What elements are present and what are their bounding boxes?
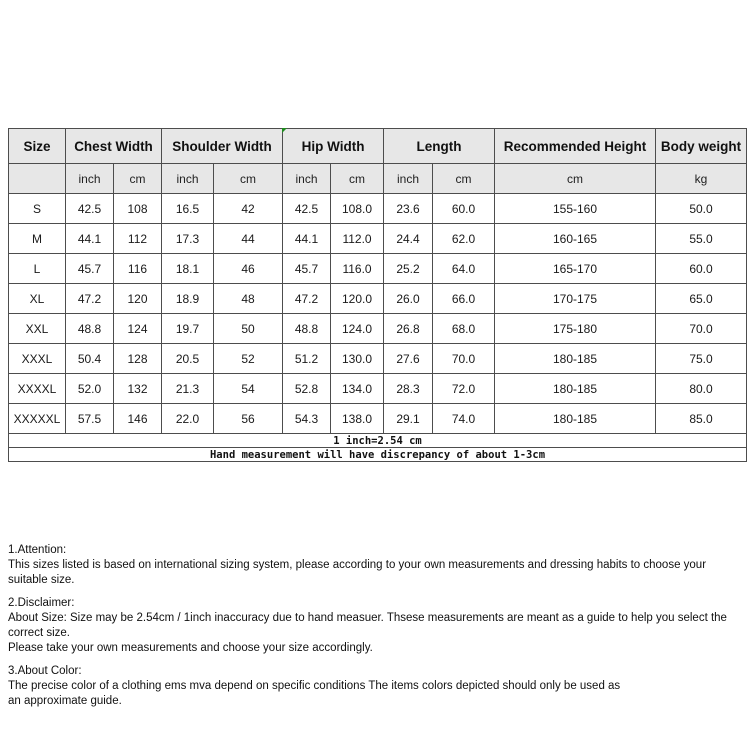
value-cell: 47.2 xyxy=(283,284,331,314)
value-cell: 56 xyxy=(214,404,283,434)
value-cell: 120 xyxy=(114,284,162,314)
value-cell: 45.7 xyxy=(66,254,114,284)
value-cell: 51.2 xyxy=(283,344,331,374)
footnote-row xyxy=(9,434,747,448)
value-cell: 165-170 xyxy=(495,254,656,284)
value-cell: 52 xyxy=(214,344,283,374)
note-attention xyxy=(8,543,744,588)
value-cell: 66.0 xyxy=(433,284,495,314)
value-cell: 42 xyxy=(214,194,283,224)
value-cell: 108 xyxy=(114,194,162,224)
value-cell: 74.0 xyxy=(433,404,495,434)
value-cell: 85.0 xyxy=(656,404,747,434)
value-cell: 42.5 xyxy=(66,194,114,224)
value-cell: 21.3 xyxy=(162,374,214,404)
unit-cell: cm xyxy=(433,164,495,194)
size-label-cell: XXXL xyxy=(9,344,66,374)
value-cell: 55.0 xyxy=(656,224,747,254)
value-cell: 70.0 xyxy=(656,314,747,344)
size-label-cell: L xyxy=(9,254,66,284)
value-cell: 112 xyxy=(114,224,162,254)
header-chest-width: Chest Width xyxy=(66,129,162,164)
value-cell: 180-185 xyxy=(495,404,656,434)
table-row xyxy=(9,314,747,344)
unit-cell: inch xyxy=(283,164,331,194)
value-cell: 52.0 xyxy=(66,374,114,404)
value-cell: 52.8 xyxy=(283,374,331,404)
value-cell: 128 xyxy=(114,344,162,374)
unit-cell: inch xyxy=(384,164,433,194)
size-label-cell: XL xyxy=(9,284,66,314)
value-cell: 75.0 xyxy=(656,344,747,374)
value-cell: 60.0 xyxy=(433,194,495,224)
value-cell: 160-165 xyxy=(495,224,656,254)
table-row xyxy=(9,344,747,374)
note-heading: 1.Attention: xyxy=(8,544,67,556)
note-line: The precise color of a clothing ems mva depend on specific conditions The items colors depicted should only be used as xyxy=(8,680,621,692)
unit-cell: kg xyxy=(656,164,747,194)
value-cell: 138.0 xyxy=(331,404,384,434)
size-label-cell: XXXXXL xyxy=(9,404,66,434)
value-cell: 180-185 xyxy=(495,374,656,404)
note-heading: 2.Disclaimer: xyxy=(8,597,75,609)
unit-cell: inch xyxy=(162,164,214,194)
header-recommended-height: Recommended Height xyxy=(495,129,656,164)
note-heading: 3.About Color: xyxy=(8,665,82,677)
value-cell: 124 xyxy=(114,314,162,344)
value-cell: 65.0 xyxy=(656,284,747,314)
value-cell: 17.3 xyxy=(162,224,214,254)
value-cell: 112.0 xyxy=(331,224,384,254)
header-body-weight: Body weight xyxy=(656,129,747,164)
value-cell: 46 xyxy=(214,254,283,284)
value-cell: 20.5 xyxy=(162,344,214,374)
value-cell: 62.0 xyxy=(433,224,495,254)
notes-section xyxy=(8,543,744,717)
value-cell: 23.6 xyxy=(384,194,433,224)
value-cell: 124.0 xyxy=(331,314,384,344)
cell-corner-marker xyxy=(282,128,287,133)
note-about-color xyxy=(8,664,744,709)
value-cell: 22.0 xyxy=(162,404,214,434)
note-disclaimer xyxy=(8,596,744,656)
note-line: About Size: Size may be 2.54cm / 1inch inaccuracy due to hand measuer. Thsese measurements are meant as a guide to help you select the correct size. xyxy=(8,612,727,639)
note-line: This sizes listed is based on international sizing system, please according to your own measurements and dressing habits to choose your suitable size. xyxy=(8,559,707,586)
header-row xyxy=(9,129,747,164)
value-cell: 42.5 xyxy=(283,194,331,224)
value-cell: 16.5 xyxy=(162,194,214,224)
header-shoulder-width: Shoulder Width xyxy=(162,129,283,164)
value-cell: 64.0 xyxy=(433,254,495,284)
size-label-cell: M xyxy=(9,224,66,254)
footnote-inch-conversion: 1 inch=2.54 cm xyxy=(9,434,747,448)
footnote-hand-measurement: Hand measurement will have discrepancy of about 1-3cm xyxy=(9,448,747,462)
value-cell: 68.0 xyxy=(433,314,495,344)
value-cell: 180-185 xyxy=(495,344,656,374)
value-cell: 170-175 xyxy=(495,284,656,314)
size-label-cell: XXXXL xyxy=(9,374,66,404)
value-cell: 48.8 xyxy=(66,314,114,344)
value-cell: 45.7 xyxy=(283,254,331,284)
value-cell: 60.0 xyxy=(656,254,747,284)
table-row xyxy=(9,284,747,314)
size-chart-table xyxy=(8,128,747,462)
value-cell: 26.0 xyxy=(384,284,433,314)
header-length: Length xyxy=(384,129,495,164)
size-label-cell: S xyxy=(9,194,66,224)
unit-cell: inch xyxy=(66,164,114,194)
value-cell: 25.2 xyxy=(384,254,433,284)
units-row xyxy=(9,164,747,194)
value-cell: 48.8 xyxy=(283,314,331,344)
table-row xyxy=(9,224,747,254)
header-hip-width: Hip Width xyxy=(283,129,384,164)
value-cell: 57.5 xyxy=(66,404,114,434)
footnote-row xyxy=(9,448,747,462)
value-cell: 80.0 xyxy=(656,374,747,404)
value-cell: 130.0 xyxy=(331,344,384,374)
value-cell: 19.7 xyxy=(162,314,214,344)
value-cell: 18.1 xyxy=(162,254,214,284)
unit-cell: cm xyxy=(214,164,283,194)
unit-cell: cm xyxy=(331,164,384,194)
table-row xyxy=(9,374,747,404)
table-row xyxy=(9,254,747,284)
header-size: Size xyxy=(9,129,66,164)
value-cell: 18.9 xyxy=(162,284,214,314)
note-line: Please take your own measurements and choose your size accordingly. xyxy=(8,642,373,654)
unit-cell xyxy=(9,164,66,194)
value-cell: 72.0 xyxy=(433,374,495,404)
value-cell: 48 xyxy=(214,284,283,314)
value-cell: 29.1 xyxy=(384,404,433,434)
size-label-cell: XXL xyxy=(9,314,66,344)
value-cell: 146 xyxy=(114,404,162,434)
size-table-body xyxy=(9,194,747,434)
value-cell: 116 xyxy=(114,254,162,284)
value-cell: 132 xyxy=(114,374,162,404)
table-row xyxy=(9,194,747,224)
value-cell: 116.0 xyxy=(331,254,384,284)
value-cell: 50 xyxy=(214,314,283,344)
note-line: an approximate guide. xyxy=(8,695,122,707)
value-cell: 50.0 xyxy=(656,194,747,224)
unit-cell: cm xyxy=(114,164,162,194)
table-row xyxy=(9,404,747,434)
value-cell: 134.0 xyxy=(331,374,384,404)
value-cell: 108.0 xyxy=(331,194,384,224)
value-cell: 54 xyxy=(214,374,283,404)
value-cell: 120.0 xyxy=(331,284,384,314)
value-cell: 26.8 xyxy=(384,314,433,344)
value-cell: 44.1 xyxy=(66,224,114,254)
value-cell: 47.2 xyxy=(66,284,114,314)
value-cell: 50.4 xyxy=(66,344,114,374)
value-cell: 70.0 xyxy=(433,344,495,374)
value-cell: 44 xyxy=(214,224,283,254)
value-cell: 155-160 xyxy=(495,194,656,224)
value-cell: 44.1 xyxy=(283,224,331,254)
value-cell: 54.3 xyxy=(283,404,331,434)
value-cell: 175-180 xyxy=(495,314,656,344)
value-cell: 27.6 xyxy=(384,344,433,374)
value-cell: 24.4 xyxy=(384,224,433,254)
unit-cell: cm xyxy=(495,164,656,194)
value-cell: 28.3 xyxy=(384,374,433,404)
